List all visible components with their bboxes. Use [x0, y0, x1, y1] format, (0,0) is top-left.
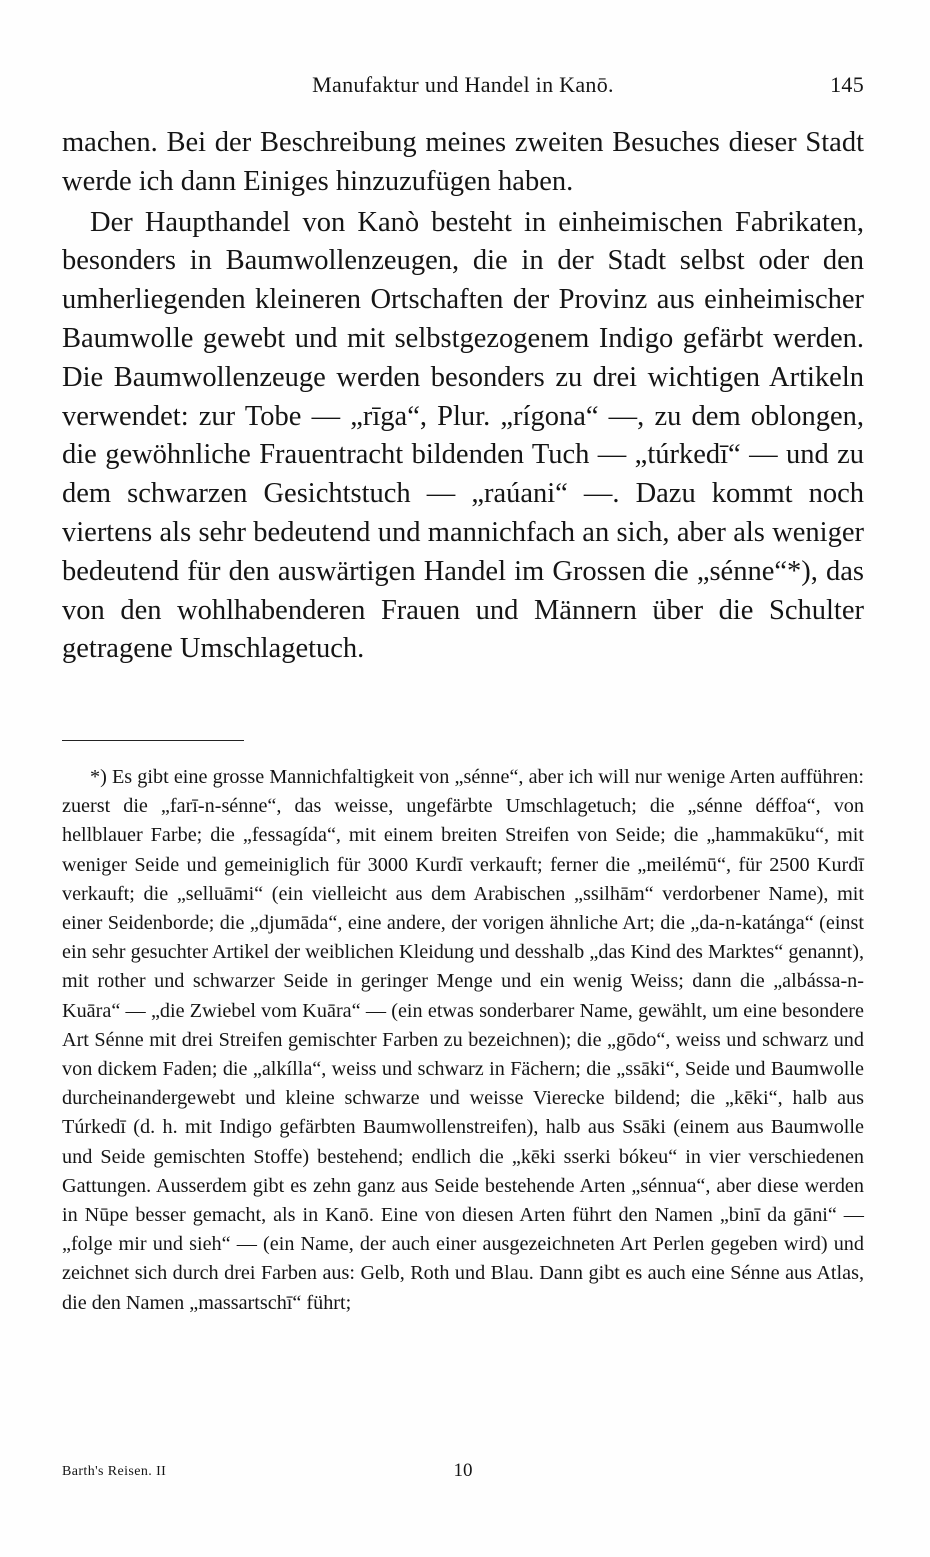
running-title: Manufaktur und Handel in Kanō. — [312, 72, 614, 97]
printer-signature: Barth's Reisen. II — [62, 1464, 167, 1479]
page-header — [62, 72, 864, 102]
paragraph-continuation: machen. Bei der Beschreibung meines zweiten Besuches dieser Stadt werde ich dann Einiges hinzuzufügen haben. — [62, 127, 864, 197]
main-text — [62, 124, 864, 669]
paragraph-haupthandel: Der Haupthandel von Kanò besteht in einheimischen Fabrikaten, besonders in Baumwollenzeugen, die in der Stadt selbst oder den umherliegenden kleineren Ortschaften der Provinz aus einheimischer Baumwolle gewebt und mit selbstgezogenem Indigo gefärbt werden. Die Baumwollenzeuge werden besonders zu drei wichtigen Artikeln verwendet: zur Tobe — „rīga“, Plur. „rígona“ —, zu dem oblongen, die gewöhnliche Frauentracht bildenden Tuch — „túrkedī“ — und zu dem schwarzen Gesichtstuch — „raúani“ —. Dazu kommt noch viertens als sehr bedeutend und mannichfach an sich, aber als weniger bedeutend für den auswärtigen Handel im Grossen die „sénne“*), das von den wohlhabenderen Frauen und Männern über die Schulter getragene Umschlagetuch. — [62, 206, 864, 665]
page-number: 145 — [830, 72, 864, 97]
page-footer — [62, 1460, 864, 1486]
signature-number: 10 — [453, 1460, 473, 1481]
footnote-separator — [62, 740, 244, 741]
footnote: *) Es gibt eine grosse Mannichfaltigkeit von „sénne“, aber ich will nur wenige Arten aufführen: zuerst die „farī-n-sénne“, das weisse, ungefärbte Umschlagetuch; die „sénne déffoa“, von hellblauer Farbe; die „fessagída“, mit einem breiten Streifen von Seide; die „hammakūku“, mit weniger Seide und gemeiniglich für 3000 Kurdī verkauft; ferner die „meilémū“, für 2500 Kurdī verkauft; die „selluāmi“ (ein vielleicht aus dem Arabischen „ssilhām“ verdorbener Name), mit einer Seidenborde; die „djumāda“, eine andere, der vorigen ähnliche Art; die „da-n-katánga“ (einst ein sehr gesuchter Artikel der weiblichen Kleidung und desshalb „das Kind des Marktes“ genannt), mit rother und schwarzer Seide in geringer Menge und ein wenig Weiss; dann die „albássa-n-Kuāra“ — „die Zwiebel vom Kuāra“ — (ein etwas sonderbarer Name, gewählt, um eine besondere Art Sénne mit drei Streifen gemischter Farben zu bezeichnen); die „gōdo“, weiss und schwarz und von dickem Faden; die „alkílla“, weiss und schwarz in Fächern; die „ssāki“, Seide und Baumwolle durcheinandergewebt und kleine schwarze und weisse Vierecke bildend; die „kēki“, halb aus Túrkedī (d. h. mit Indigo gefärbten Baumwollenstreifen), halb aus Ssāki (einem aus Baumwolle und Seide gemischten Stoffe) bestehend; endlich die „kēki sserki bókeu“ in vier verschiedenen Gattungen. Ausserdem gibt es zehn ganz aus Seide bestehende Arten „sénnua“, aber diese werden in Nūpe besser gemacht, als in Kanō. Eine von diesen Arten führt den Namen „binī da gāni“ — „folge mir und sieh“ — (ein Name, der auch einer ausgezeichneten Art Perlen gegeben wird) und zeichnet sich durch drei Farben aus: Gelb, Roth und Blau. Dann gibt es auch eine Sénne aus Atlas, die den Namen „massartschī“ führt; — [62, 766, 864, 1314]
